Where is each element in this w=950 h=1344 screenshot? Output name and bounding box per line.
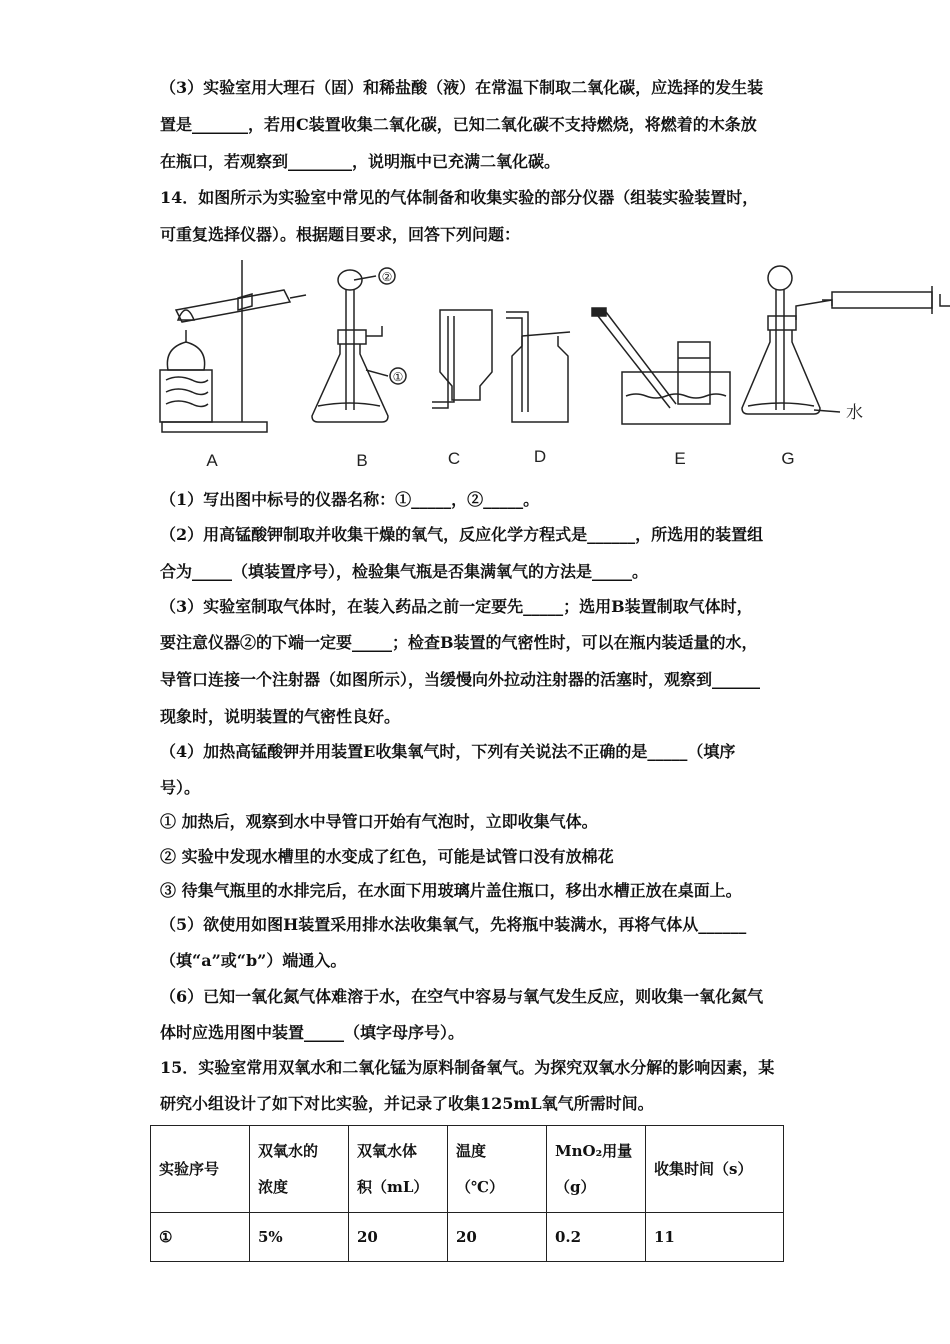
label-a: A [206, 451, 218, 470]
text-line: （5）欲使用如图H装置采用排水法收集氧气，先将瓶中装满水，再将气体从______ [160, 915, 747, 934]
text-line: 研究小组设计了如下对比实验，并记录了收集125mL氧气所需时间。 [160, 1094, 654, 1113]
label-e: E [674, 449, 686, 468]
apparatus-a [160, 260, 306, 432]
header-cell: 温度 [456, 1142, 487, 1160]
apparatus-d [506, 312, 570, 422]
text-line: （3）实验室用大理石（固）和稀盐酸（液）在常温下制取二氧化碳，应选择的发生装 [160, 78, 764, 97]
table-header-row [151, 1126, 784, 1213]
text-line: 合为_____（填装置序号），检验集气瓶是否集满氧气的方法是_____。 [160, 562, 649, 581]
label-b: B [356, 451, 368, 470]
label-g: G [781, 449, 795, 468]
text-line: （4）加热高锰酸钾并用装置E收集氧气时，下列有关说法不正确的是_____（填序 [160, 742, 736, 761]
question-14-intro: 14．如图所示为实验室中常见的气体制备和收集实验的部分仪器（组装实验装置时， [160, 188, 759, 207]
text-line: 要注意仪器②的下端一定要_____；检查B装置的气密性时，可以在瓶内装适量的水， [160, 633, 758, 652]
text-line: 号）。 [160, 778, 201, 797]
question-15-intro: 15．实验室常用双氧水和二氧化锰为原料制备氧气。为探究双氧水分解的影响因素，某 [160, 1058, 775, 1077]
text-line: ② 实验中发现水槽里的水变成了红色，可能是试管口没有放棉花 [160, 847, 614, 866]
table-cell: ① [151, 1213, 250, 1262]
mark-2: ② [381, 270, 393, 284]
header-cell: 双氧水体 [357, 1142, 418, 1160]
label-c: C [447, 449, 461, 468]
table-cell: 20 [349, 1213, 448, 1262]
apparatus-figure [150, 250, 950, 480]
text-line: 置是_______，若用C装置收集二氧化碳，已知二氧化碳不支持燃烧，将燃着的木条放 [160, 115, 757, 134]
text-line: （3）实验室制取气体时，在装入药品之前一定要先_____；选用B装置制取气体时， [160, 597, 753, 616]
header-cell: 实验序号 [159, 1160, 220, 1178]
text-line: （6）已知一氧化氮气体难溶于水，在空气中容易与氧气发生反应，则收集一氧化氮气 [160, 987, 764, 1006]
header-cell: （g） [555, 1178, 596, 1196]
text-line: （2）用高锰酸钾制取并收集干燥的氧气，反应化学方程式是______，所选用的装置组 [160, 525, 764, 544]
text-line: （填“a”或“b”）端通入。 [160, 951, 347, 970]
table-row [151, 1213, 784, 1262]
header-cell: 浓度 [258, 1178, 289, 1196]
text-line: （1）写出图中标号的仪器名称：①_____，②_____。 [160, 490, 540, 509]
header-cell: 收集时间（s） [654, 1160, 753, 1178]
apparatus-e [592, 308, 730, 424]
experiment-table [150, 1125, 784, 1262]
table-cell: 20 [448, 1213, 547, 1262]
mark-1: ① [392, 370, 404, 384]
label-d: D [533, 447, 547, 466]
text-line: ① 加热后，观察到水中导管口开始有气泡时，立即收集气体。 [160, 812, 598, 831]
table-cell: 11 [646, 1213, 784, 1262]
header-cell: （℃） [456, 1178, 504, 1196]
text-line: 现象时，说明装置的气密性良好。 [160, 707, 401, 726]
apparatus-b [312, 268, 406, 422]
water-label: 水 [846, 403, 863, 422]
table-cell: 0.2 [547, 1213, 646, 1262]
text-line: 导管口连接一个注射器（如图所示），当缓慢向外拉动注射器的活塞时，观察到______ [160, 670, 761, 689]
header-cell: 积（mL） [357, 1178, 429, 1196]
text-line: 可重复选择仪器）。根据题目要求，回答下列问题： [160, 225, 521, 244]
apparatus-g [742, 266, 950, 414]
text-line: 体时应选用图中装置_____（填字母序号）。 [160, 1023, 465, 1042]
header-cell: MnO₂用量 [555, 1142, 633, 1160]
text-line: 在瓶口，若观察到________，说明瓶中已充满二氧化碳。 [160, 152, 561, 171]
text-line: ③ 待集气瓶里的水排完后，在水面下用玻璃片盖住瓶口，移出水槽正放在桌面上。 [160, 881, 742, 900]
table-cell: 5% [250, 1213, 349, 1262]
header-cell: 双氧水的 [258, 1142, 319, 1160]
apparatus-c [432, 310, 492, 408]
